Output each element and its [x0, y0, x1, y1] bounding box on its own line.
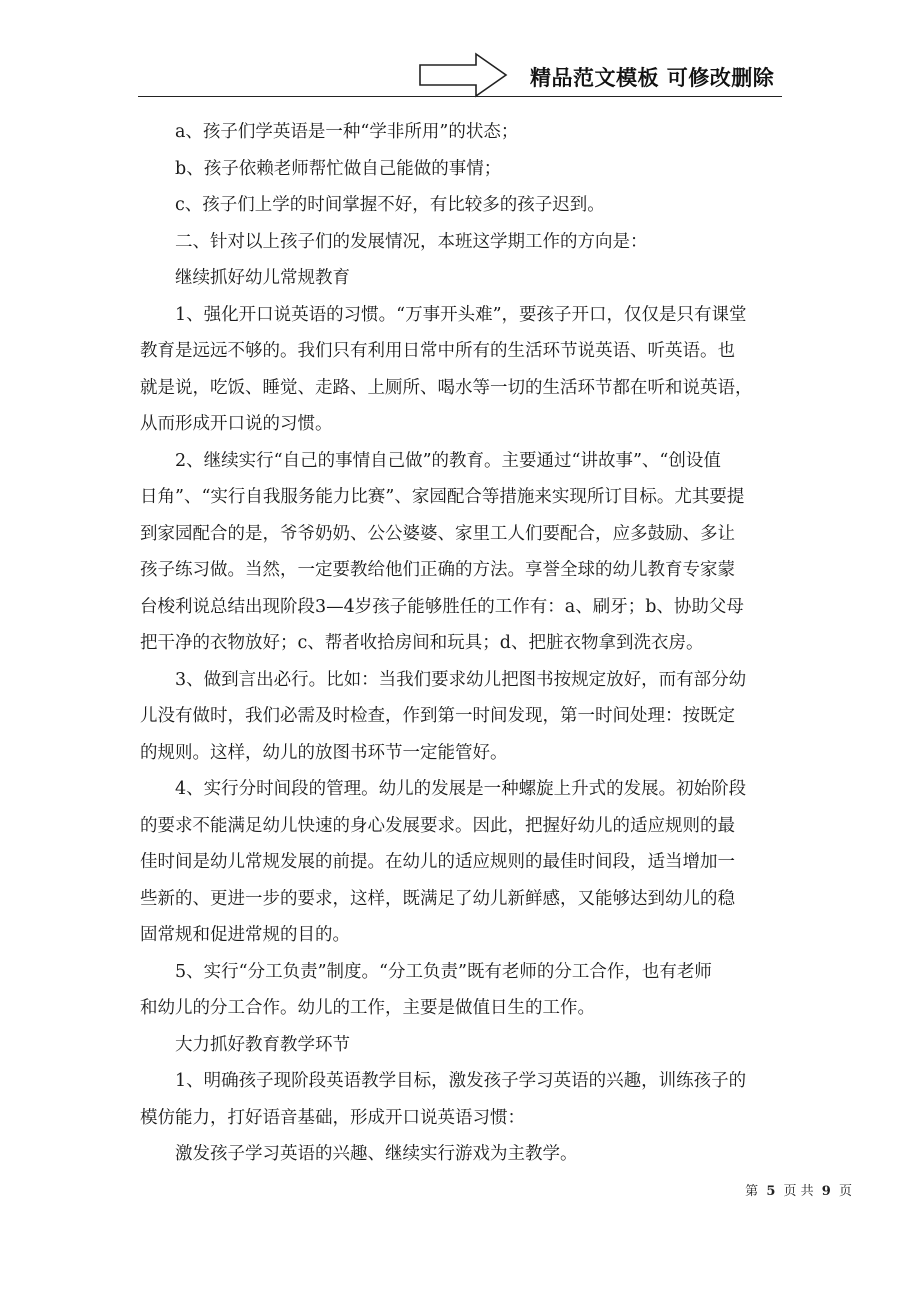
text-line: 台梭利说总结出现阶段3—4岁孩子能够胜任的工作有：a、刷牙；b、协助父母 [140, 596, 744, 617]
text-line: 激发孩子学习英语的兴趣、继续实行游戏为主教学。 [175, 1144, 578, 1164]
page-footer [0, 1180, 852, 1199]
text-line: 就是说，吃饭、睡觉、走路、上厕所、喝水等一切的生活环节都在听和说英语， [140, 377, 753, 398]
header-divider [138, 96, 782, 97]
arrow-right-icon [418, 52, 508, 98]
text-line: 从而形成开口说的习惯。 [140, 414, 333, 434]
text-line: 把干净的衣物放好；c、帮者收拾房间和玩具；d、把脏衣物拿到洗衣房。 [140, 633, 704, 653]
text-line: 3、做到言出必行。比如：当我们要求幼儿把图书按规定放好，而有部分幼 [175, 669, 747, 690]
footer-suffix: 页 [838, 1184, 852, 1199]
text-line: c、孩子们上学的时间掌握不好，有比较多的孩子迟到。 [175, 195, 605, 215]
text-line: 固常规和促进常规的目的。 [140, 925, 350, 945]
text-line: 1、明确孩子现阶段英语教学目标，激发孩子学习英语的兴趣，训练孩子的 [175, 1071, 747, 1091]
text-line: 孩子练习做。当然，一定要教给他们正确的方法。享誉全球的幼儿教育专家蒙 [140, 560, 735, 580]
text-line: 5、实行“分工负责”制度。“分工负责”既有老师的分工合作，也有老师 [175, 961, 712, 982]
text-line: b、孩子依赖老师帮忙做自己能做的事情； [175, 158, 502, 179]
text-line: 2、继续实行“自己的事情自己做”的教育。主要通过“讲故事”、“创设值 [175, 450, 721, 471]
footer-prefix: 第 [745, 1184, 759, 1199]
header-title: 精品范文模板 可修改删除 [530, 66, 775, 90]
text-line: 佳时间是幼儿常规发展的前提。在幼儿的适应规则的最佳时间段，适当增加一 [140, 852, 735, 872]
footer-middle: 页 共 [783, 1184, 814, 1199]
page-header [0, 0, 920, 100]
document-body [140, 114, 780, 1173]
text-line: 1、强化开口说英语的习惯。“万事开头难”，要孩子开口，仅仅是只有课堂 [175, 304, 747, 325]
text-line: 和幼儿的分工合作。幼儿的工作，主要是做值日生的工作。 [140, 998, 595, 1018]
text-line: 大力抓好教育教学环节 [175, 1034, 350, 1055]
text-line: 儿没有做时，我们必需及时检查，作到第一时间发现，第一时间处理：按既定 [140, 706, 735, 726]
text-line: 的要求不能满足幼儿快速的身心发展要求。因此，把握好幼儿的适应规则的最 [140, 815, 735, 836]
text-line: 教育是远远不够的。我们只有利用日常中所有的生活环节说英语、听英语。也 [140, 341, 735, 361]
current-page-number: 5 [766, 1184, 776, 1199]
total-pages-number: 9 [821, 1184, 831, 1199]
text-line: 些新的、更进一步的要求，这样，既满足了幼儿新鲜感，又能够达到幼儿的稳 [140, 888, 735, 909]
text-line: 二、针对以上孩子们的发展情况，本班这学期工作的方向是： [175, 231, 648, 252]
text-line: a、孩子们学英语是一种“学非所用”的状态； [175, 122, 519, 142]
text-line: 的规则。这样，幼儿的放图书环节一定能管好。 [140, 742, 508, 763]
text-line: 到家园配合的是，爷爷奶奶、公公婆婆、家里工人们要配合，应多鼓励、多让 [140, 523, 735, 544]
text-line: 模仿能力，打好语音基础，形成开口说英语习惯： [140, 1107, 525, 1128]
text-line: 4、实行分时间段的管理。幼儿的发展是一种螺旋上升式的发展。初始阶段 [175, 779, 747, 799]
text-line: 继续抓好幼儿常规教育 [175, 268, 350, 288]
text-line: 日角”、“实行自我服务能力比赛”、家园配合等措施来实现所订目标。尤其要提 [140, 487, 745, 507]
